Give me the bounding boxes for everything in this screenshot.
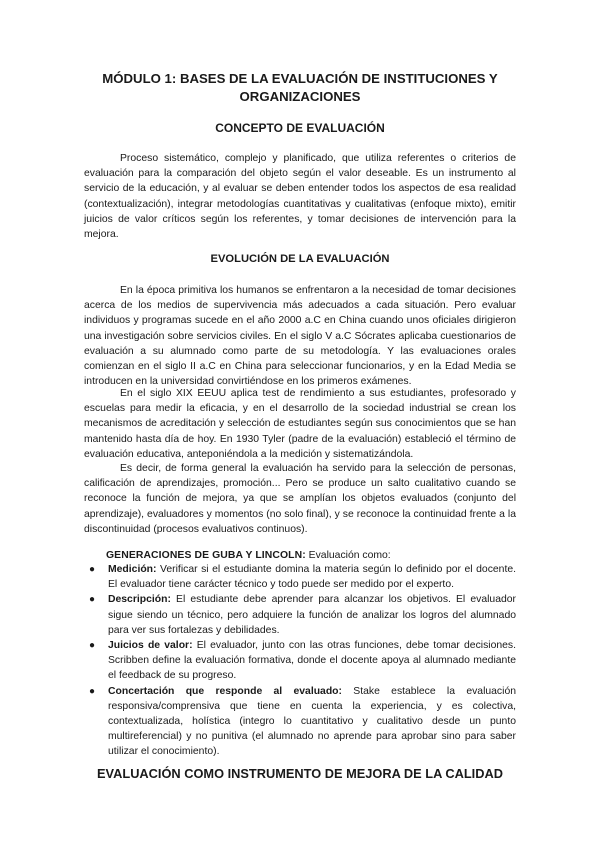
bullet-icon: ● — [89, 640, 96, 652]
list-item — [84, 592, 516, 638]
generaciones-heading: GENERACIONES DE GUBA Y LINCOLN: — [106, 550, 306, 561]
generaciones-intro: Evaluación como: — [305, 550, 391, 561]
bullet-icon: ● — [89, 564, 96, 575]
heading-mejora: EVALUACIÓN COMO INSTRUMENTO DE MEJORA DE LA CALIDAD — [97, 766, 503, 781]
list-item — [84, 684, 516, 760]
list-item — [84, 638, 516, 684]
list-item-term: Concertación que responde al evaluado: — [108, 685, 342, 697]
list-item-text: El evaluador, junto con las otras funciones, debe tomar decisiones. Scribben define la evaluación formativa, donde el docente apoya al alumnado mediante el feedback de su progreso. — [108, 640, 517, 682]
paragraph-concepto: Proceso sistemático, complejo y planificado, que utiliza referentes o criterios de evaluación para la comparación del objeto según el valor deseable. Es un instrumento al servicio de la educación, y al evaluar se deben entender todos los aspectos de esa realidad (contextualización), integrar metodologías cuantitativas y cualitativas (enfoque mixto), emitir juicios de valor críticos según los referentes, y tomar decisiones de intervención para la mejora. — [84, 153, 516, 241]
list-item-term: Descripción: — [108, 594, 171, 606]
module-title: MÓDULO 1: BASES DE LA EVALUACIÓN DE INSTITUCIONES Y ORGANIZACIONES — [102, 71, 498, 104]
list-item-text: El estudiante debe aprender para alcanzar los objetivos. El evaluador sigue siendo un técnico, pero adquiere la función de analizar los logros del alumnado para ver sus fortalezas y debilidades. — [108, 594, 516, 636]
list-item-text: Stake establece la evaluación responsiva/comprensiva que tiene en cuenta la experiencia, y es colectiva, contextualizada, holística (integro lo cuantitativo y cualitativo desde un punto multireferencial) y no punitiva (el alumnado no aprende para aprobar sino para saber utilizar el conocimiento). — [108, 685, 516, 758]
generaciones-heading-line — [106, 548, 526, 563]
bullet-icon: ● — [89, 685, 96, 697]
paragraph-evolucion-1: En la época primitiva los humanos se enfrentaron a la necesidad de tomar decisiones acerca de los medios de supervivencia más adecuados a cada situación. Pero evaluar individuos y programas sucede en el año 2000 a.C en China cuando unos oficiales dirigieron una investigación sobre servicios civiles. En el siglo V a.C Sócrates aplicaba cuestionarios de evaluación a su alumnado como parte de su metodología. Y las evaluaciones orales comienzan en el siglo II a.C en China para seleccionar funcionarios, y en la Edad Media se introducen en la universidad convirtiéndose en los primeros exámenes. — [84, 285, 516, 388]
list-item — [84, 562, 516, 592]
generaciones-list — [84, 562, 516, 760]
list-item-text: Verificar si el estudiante domina la materia según lo definido por el docente. El evaluador tiene carácter técnico y todo puede ser medido por el experto. — [108, 564, 516, 591]
heading-concepto: CONCEPTO DE EVALUACIÓN — [215, 121, 385, 135]
list-item-term: Juicios de valor: — [108, 640, 193, 652]
bullet-icon: ● — [89, 594, 96, 606]
list-item-term: Medición: — [108, 564, 157, 575]
paragraph-evolucion-2: En el siglo XIX EEUU aplica test de rendimiento a sus estudiantes, profesorado y escuelas para medir la eficacia, y en el desarrollo de la sociedad industrial se crean los mecanismos de acreditación y selección de estudiantes según sus conocimientos que se han mantenido hasta día de hoy. En 1930 Tyler (padre de la evaluación) estableció el término de evaluación educativa, anteponiéndola a la medición y sistematizándola. — [84, 388, 516, 460]
paragraph-evolucion-3: Es decir, de forma general la evaluación ha servido para la selección de personas, calificación de aprendizajes, promoción... Pero se produce un salto cualitativo cuando se reconoce la función de mejora, ya que se amplían los objetos evaluados (conjunto del aprendizaje), evaluadores y momentos (no solo final), y se reconoce la continuidad frente a la discontinuidad (procesos evaluativos continuos). — [84, 463, 516, 535]
heading-evolucion: EVOLUCIÓN DE LA EVALUACIÓN — [210, 253, 390, 265]
